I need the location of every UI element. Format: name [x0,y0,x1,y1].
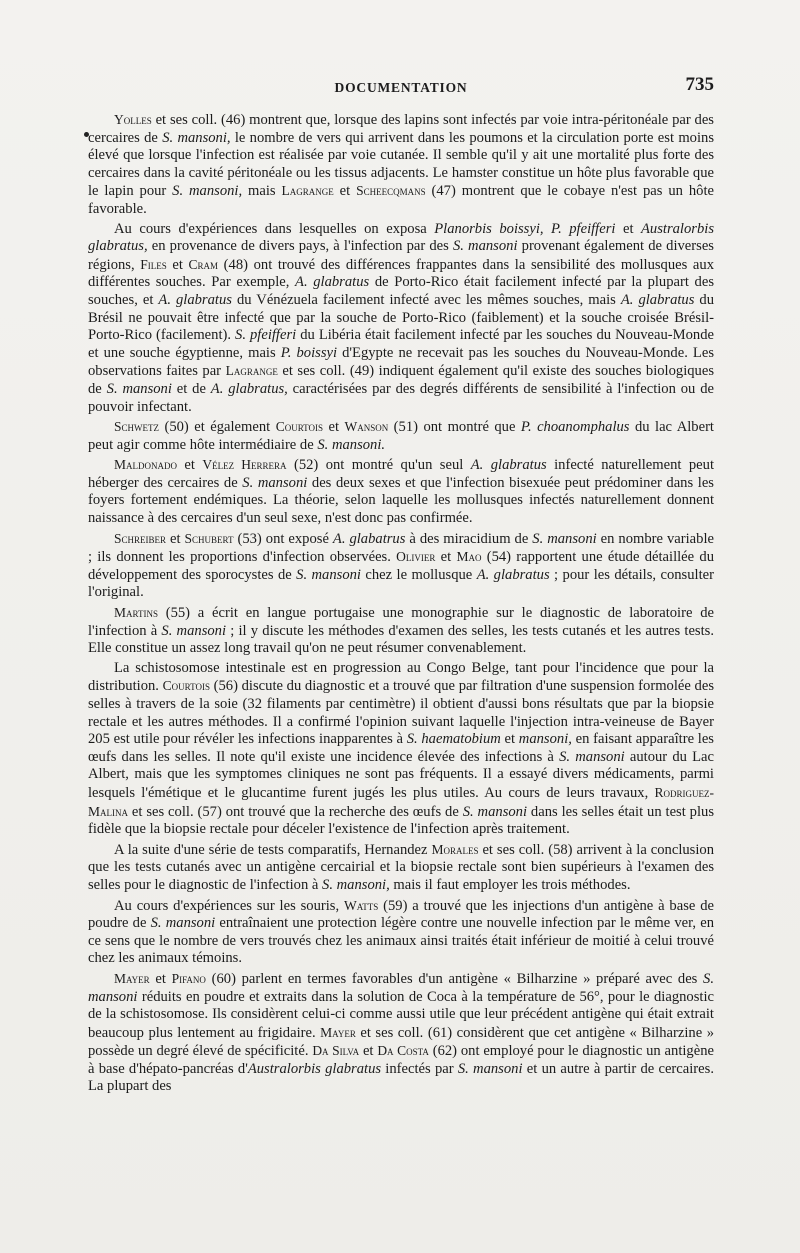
text-run: (54) rapportent une étude détaillée du développement des sporocystes de [88,549,714,583]
taxon-name: Australorbis glabratus, [88,220,714,255]
text-run: et [333,183,357,200]
text-run: (53) ont exposé [233,530,333,547]
paragraph-9 [88,897,714,968]
taxon-name: Australorbis glabratus [247,1060,382,1077]
text-run: et ses coll. (49) indiquent également qu'il existe des souches biologiques de [88,363,714,397]
text-run: autour du Lac Albert, mais que les symptomes cliniques ne sont pas fréquents. Il a essayé divers médicaments, parmi lesquels l'émétique et le glucantime furent jugés les plus utiles. Au cours de leurs travaux, [88,748,714,801]
paragraph-6 [88,604,714,658]
text-run: (47) montrent que le cobaye n'est pas un hôte favorable. [88,183,714,217]
text-run: (55) a écrit en langue portugaise une monographie sur le diagnostic de laboratoire de l'infection à [88,605,714,639]
text-run: et [500,731,519,748]
taxon-name: S. mansoni. [317,436,386,453]
text-run: (56) discute du diagnostic et a trouvé que par filtration d'une suspension formolée des selles à travers de la soie (32 filaments par centimètre) il obtient d'aussi bons résultats que par la biopsie rectale et les autres méthodes. Il a confirmé l'opinion suivant laquelle l'injection intra-veineuse de Bayer 205 est utile pour révéler les infections inapparentes à [88,678,714,748]
taxon-name: A. glabratus [620,291,695,308]
taxon-name: S. mansoni [462,803,528,820]
taxon-name: S. mansoni [242,474,308,491]
author-name: Yolles [114,112,152,127]
text-run: et [323,419,345,436]
taxon-name: P. choanomphalus [520,419,630,436]
paragraph-8 [88,841,714,895]
running-title: DOCUMENTATION [334,80,468,95]
text-run: et un autre à partir de cercaires. La plupart des [88,1060,714,1095]
text-run: réduits en poudre et extraits dans la solution de Coca à la température de 56°, pour le diagnostic de la schistosomose. Ils considèrent celui-ci comme aussi utile que leur précédent antigène qui était extrait beaucoup plus lentement au frigidaire. [88,988,714,1041]
author-name: Scheecqmans [356,183,426,199]
author-name: Maldonado [114,457,177,473]
taxon-name: P. boissyi [280,344,338,361]
text-run: de Porto-Rico était facilement infecté par la plupart des souches, et [88,274,714,308]
text-run: et [166,256,189,273]
text-run: du Vénézuela facilement infecté avec les mêmes souches, mais [231,291,621,308]
taxon-name: mansoni, [518,731,572,748]
text-run: et [166,530,185,547]
text-run: (59) a trouvé que les injections d'un antigène à base de poudre de [88,897,714,932]
taxon-name: S. mansoni [452,238,518,255]
text-run: du Brésil ne pouvait être infecté que par la souche de Porto-Rico (faiblement) et la souche croisée Brésil-Porto-Rico (facilement). [88,291,715,344]
text-run: et [615,220,642,237]
text-run: (50) et également [159,419,276,436]
text-run: du Libéria était facilement infecté par les souches du Nouveau-Monde et une souche égyptienne, mais [88,327,714,361]
paragraph-4 [88,456,714,527]
text-run: (52) ont montré qu'un seul [286,457,471,474]
taxon-name: S. mansoni [457,1060,523,1077]
taxon-name: S. mansoni, [162,129,231,146]
text-run: chez le mollusque [360,566,477,583]
author-name: Schubert [184,530,234,546]
taxon-name: Planorbis boissyi, P. pfeifferi [434,220,616,237]
text-run: ; pour les détails, consulter l'original. [88,566,714,601]
paragraph-10 [88,970,714,1096]
taxon-name: S. mansoni, [322,876,390,893]
taxon-name: S. mansoni [532,530,597,547]
author-name: Morales [431,841,479,857]
author-name: Schwetz [114,419,159,435]
text-run: et [359,1043,378,1060]
paragraph-1 [88,111,714,219]
text-run: à des miracidium de [405,530,533,547]
text-run: en nombre variable ; ils donnent les proportions d'infection observées. [88,530,714,566]
author-name: Vélez Herrera [202,457,287,473]
taxon-name: S. mansoni [296,566,361,583]
text-run: entraînaient une protection légère contre une nouvelle infection par le même ver, en ce sens que le nombre de vers trouvés chez les animaux ainsi traités était inférieur de moitié à celui trouvé chez les animaux témoins. [88,915,714,967]
text-run: le nombre de vers qui arrivent dans les poumons et la circulation porte est moins élevé que lorsque l'infection est réalisée par voie cutanée. Il semble qu'il y ait une mortalité plus forte des cercaires dans la cavité péritonéale ou les tissus adjacents. Le hamster constitue un hôte plus favorable que le lapin pour [88,129,714,200]
text-run: Au cours d'expériences sur les souris, [114,897,344,914]
taxon-name: S. mansoni [559,748,625,765]
text-run: (48) ont trouvé des différences frappantes dans la sensibilité des mollusques aux différentes souches. Par exemple, [88,256,714,291]
taxon-name: S. mansoni, [172,183,243,200]
text-run: A la suite d'une série de tests comparatifs, Hernandez [114,841,432,858]
author-name: Schreiber [114,530,167,546]
taxon-name: A. glabratus [295,274,370,291]
taxon-name: S. pfeifferi [235,327,297,344]
paragraph-7 [88,660,714,839]
text-run: (51) ont montré que [388,419,521,436]
text-run: et de [171,380,211,397]
text-run: et ses coll. (46) montrent que, lorsque des lapins sont infectés par voie intra-péritonéale par des cercaires de [88,112,714,146]
text-run: en faisant apparaître les œufs dans les selles. Il note qu'il existe une incidence élevée des infections à [88,731,714,765]
text-run: mais il faut employer les trois méthodes. [389,876,631,893]
text-run: dans les selles était un test plus fidèle que la biopsie rectale pour déceler l'existence de l'infection après traitement. [88,803,715,838]
author-name: Mayer [114,970,150,986]
text-run: des deux sexes et que l'infection bisexuée peut prédominer dans les foyers fortement endémiques. La théorie, selon laquelle les mollusques infectés naturellement donnent naissance à des cercaires d'un seul sexe, n'est donc pas confirmée. [88,474,714,527]
taxon-name: S. mansoni [106,380,172,397]
text-run: (60) parlent en termes favorables d'un antigène « Bilharzine » préparé avec des [205,970,704,987]
author-name: Courtois [162,678,210,694]
text-run: Au cours d'expériences dans lesquelles on exposa [114,220,435,237]
paragraph-2 [88,221,714,417]
text-run: et ses coll. (57) ont trouvé que la recherche des œufs de [128,803,463,820]
text-run: La schistosomose intestinale est en progression au Congo Belge, tant pour l'incidence que pour la distribution. [88,659,714,695]
author-name: Martins [114,605,158,621]
article-body [88,111,714,1098]
text-run: caractérisées par des degrés différents de sensibilité à l'infection ou de pouvoir infectant. [88,380,714,415]
text-run: (62) ont employé pour le diagnostic un antigène à base d'hépato-pancréas d' [88,1043,714,1077]
author-name: Files [140,256,167,272]
text-run: et ses coll. (61) considèrent que cet antigène « Bilharzine » possède un degré élevé de spécificité. [88,1024,714,1060]
taxon-name: A. glabratus, [210,380,288,397]
author-name: Mao [456,549,482,565]
paragraph-5 [88,530,714,602]
author-name: Watts [344,897,379,913]
author-name: Rodriguez-Malina [88,784,714,819]
taxon-name: A. glabratus [476,566,550,583]
text-run: et ses coll. (58) arrivent à la conclusion que les tests cutanés avec un antigène cercairial et la biopsie rectale sont bien supérieurs à l'examen des selles pour le diagnostic de l'infection à [88,841,714,893]
text-run: du lac Albert peut agir comme hôte intermédiaire de [88,419,714,453]
text-run: infecté naturellement peut héberger des cercaires de [88,457,715,491]
author-name: Olivier [396,549,436,565]
author-name: Da Costa [377,1043,429,1059]
page-number: 735 [685,74,714,95]
paragraph-3 [88,418,714,454]
taxon-name: A. glabatrus [332,530,406,547]
text-run: et [149,970,172,987]
taxon-name: S. haematobium [406,731,501,748]
text-run: provenant également de diverses régions, [88,238,714,273]
taxon-name: A. glabratus [470,457,547,474]
text-run: ; il y discute les méthodes d'examen des selles, les tests cutanés et les autres tests. Elle constitue un assez long travail qu'on ne peut résumer convenablement. [88,622,714,657]
text-run: et [177,457,203,474]
text-run: infectés par [381,1060,458,1077]
author-name: Pifano [171,970,206,986]
text-run: en provenance de divers pays, à l'infection par des [147,238,453,255]
author-name: Mayer [320,1024,356,1040]
author-name: Lagrange [225,363,278,379]
text-run: mais [242,183,282,200]
author-name: Wanson [344,419,389,435]
taxon-name: S. mansoni [161,622,227,639]
text-run: et [435,549,457,566]
author-name: Da Silva [312,1043,360,1059]
taxon-name: S. mansoni [150,915,216,932]
running-header [88,76,714,102]
text-run: d'Egypte ne recevait pas les souches du Nouveau-Monde. Les observations faites par [88,344,714,380]
taxon-name: S. mansoni [88,970,714,1005]
author-name: Cram [188,256,219,272]
taxon-name: A. glabratus [158,291,232,308]
author-name: Courtois [275,419,323,435]
author-name: Lagrange [281,183,334,199]
